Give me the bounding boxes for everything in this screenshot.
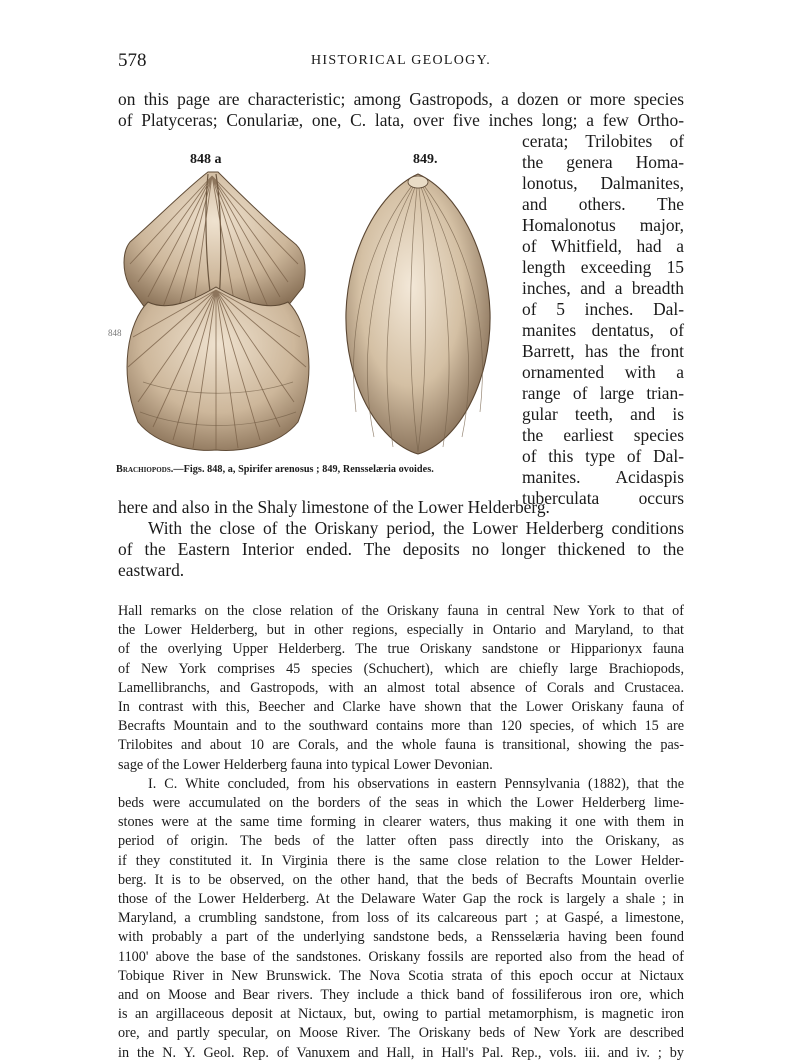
- small-text-line: berg. It is to be observed, on the other hand, that the beds of Becrafts Mountain overlie: [118, 871, 684, 888]
- small-text-line: 1100' above the base of the sandstones. Oriskany fossils are reported also from the head of: [118, 948, 684, 965]
- text-line: here and also in the Shaly limestone of the Lower Helderberg.: [118, 497, 550, 517]
- small-text-line: and on Moose and Bear rivers. They include a thick band of fossiliferous iron ore, which: [118, 987, 684, 1003]
- small-text-line: Tobique River in New Brunswick. The Nova Scotia strata of this epoch occur at Nictaux: [118, 967, 684, 984]
- brachiopod-figure: [108, 152, 508, 482]
- small-text-line: the Lower Helderberg, but in other regions, especially in Ontario and Maryland, to that: [118, 622, 684, 639]
- small-text-line: Maryland, a crumbling sandstone, from loss of its calcareous part ; at Gaspé, a limestone,: [118, 910, 684, 927]
- rensselaeria-shell-illustration: [346, 174, 490, 454]
- small-text-line: period of origin. The beds of the latter often pass directly into the Oriskany, as: [118, 833, 684, 850]
- figure-label-849: 849.: [413, 152, 438, 167]
- side-text-line: tuberculata occurs: [522, 488, 684, 508]
- text-line: eastward.: [118, 560, 185, 580]
- small-text-line: those of the Lower Helderberg. At the Delaware Water Gap the rock is largely a shale ; in: [118, 891, 684, 907]
- figure-side-mark: 848: [108, 328, 122, 338]
- small-text-line: is an argillaceous deposit at Nictaux, but, owing to partial metamorphism, is magnetic iron: [118, 1006, 684, 1023]
- page-number: 578: [118, 50, 147, 71]
- side-text-line: length exceeding 15: [522, 257, 684, 277]
- side-text-line: Barrett, has the front: [522, 341, 684, 361]
- small-text-line: Hall remarks on the close relation of the Oriskany fauna in central New York to that of: [118, 603, 684, 619]
- small-text-line: beds were accumulated on the borders of the seas in which the Lower Helderberg lime-: [118, 795, 684, 811]
- small-text-line: in the N. Y. Geol. Rep. of Vanuxem and Hall, in Hall's Pal. Rep., vols. iii. and iv. ; by: [118, 1044, 684, 1061]
- small-text-line: if they constituted it. In Virginia there is the same close relation to the Lower Helder-: [118, 852, 684, 869]
- figure-caption-lead: Brachiopods.: [116, 464, 174, 475]
- side-text-line: Homalonotus major,: [522, 215, 684, 235]
- text-line: of Platyceras; Conulariæ, one, C. lata, over five inches long; a few Ortho-: [118, 110, 684, 130]
- small-text-line: Lamellibranchs, and Gastropods, with an almost total absence of Corals and Crustacea.: [118, 679, 684, 696]
- side-text-line: inches, and a breadth: [522, 278, 684, 298]
- small-text-line: ore, and partly specular, on Moose River. The Oriskany beds of New York are described: [118, 1025, 684, 1042]
- side-text-line: manites dentatus, of: [522, 320, 684, 340]
- small-text-line: of New York comprises 45 species (Schuchert), which are chiefly large Brachiopods,: [118, 660, 684, 677]
- side-text-line: range of large trian-: [522, 383, 684, 403]
- side-text-line: of 5 inches. Dal-: [522, 299, 684, 319]
- small-text-line: Trilobites and about 10 are Corals, and the whole fauna is transitional, showing the pas-: [118, 737, 684, 754]
- figure-caption-text: —Figs. 848, a, Spirifer arenosus ; 849, Rensselæria ovoides.: [173, 464, 434, 475]
- side-text-line: of this type of Dal-: [522, 446, 684, 466]
- small-text-line: of the overlying Upper Helderberg. The true Oriskany sandstone or Hipparionyx fauna: [118, 641, 684, 658]
- small-text-line: I. C. White concluded, from his observations in eastern Pennsylvania (1882), that the: [148, 775, 684, 792]
- small-text-line: sage of the Lower Helderberg fauna into typical Lower Devonian.: [118, 756, 493, 773]
- side-text-line: manites. Acidaspis: [522, 467, 684, 487]
- running-head: HISTORICAL GEOLOGY.: [311, 53, 491, 68]
- side-text-line: and others. The: [522, 194, 684, 214]
- small-text-line: Becrafts Mountain and to the southward contains more than 120 species, of which 15 are: [118, 718, 684, 735]
- side-text-line: gular teeth, and is: [522, 404, 684, 424]
- figure-caption: [116, 464, 434, 475]
- spirifer-shell-illustration: [124, 172, 309, 450]
- text-line: With the close of the Oriskany period, the Lower Helderberg conditions: [148, 518, 684, 538]
- side-text-line: the earliest species: [522, 425, 684, 445]
- text-line: on this page are characteristic; among Gastropods, a dozen or more species: [118, 89, 684, 109]
- side-text-line: the genera Homa-: [522, 152, 684, 172]
- fossil-shell-illustrations: [108, 152, 508, 462]
- side-text-line: cerata; Trilobites of: [522, 131, 684, 151]
- small-text-line: stones were at the same time forming in clearer waters, thus making it one with them in: [118, 814, 684, 831]
- page-header: [118, 50, 684, 74]
- figure-label-848a: 848 a: [190, 152, 222, 167]
- small-text-line: In contrast with this, Beecher and Clarke have shown that the Lower Oriskany fauna of: [118, 699, 684, 715]
- text-line: of the Eastern Interior ended. The deposits no longer thickened to the: [118, 539, 684, 559]
- side-text-line: ornamented with a: [522, 362, 684, 382]
- side-text-line: lonotus, Dalmanites,: [522, 173, 684, 193]
- side-text-line: of Whitfield, had a: [522, 236, 684, 256]
- small-text-line: with probably a part of the underlying sandstone beds, a Rensselæria having been found: [118, 929, 684, 946]
